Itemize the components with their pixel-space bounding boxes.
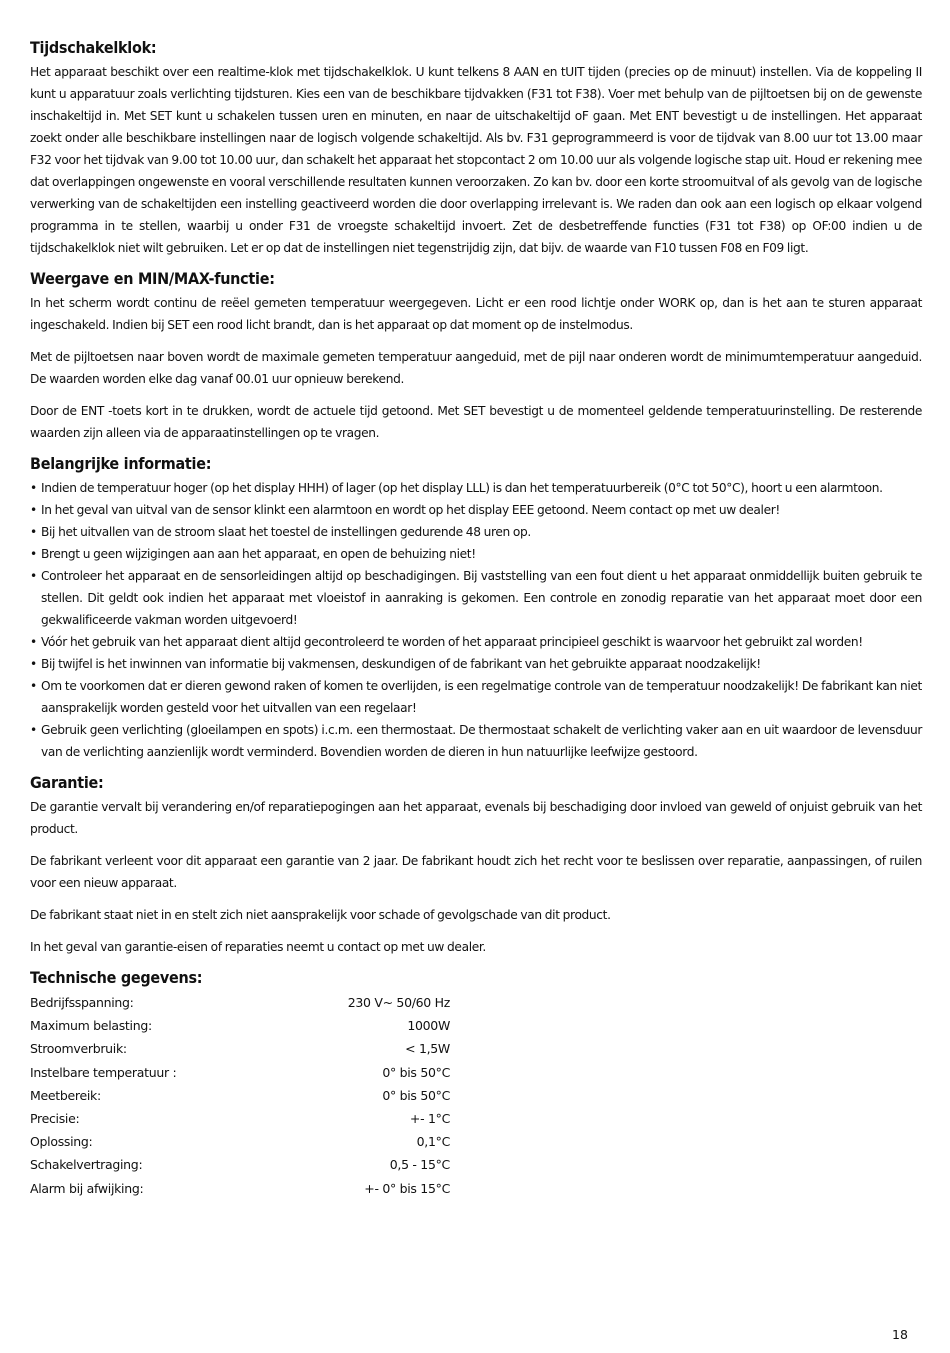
section-tijdschakelklok	[30, 38, 922, 259]
section-garantie	[30, 773, 922, 958]
bullet-icon: •	[30, 481, 37, 495]
paragraph: In het scherm wordt continu de reëel gemeten temperatuur weergegeven. Licht er een rood lichtje onder WORK op, dan is het aan te sturen apparaat ingeschakeld. Indien bij SET een rood licht brandt, dan is het apparaat op dat moment op de instelmodus.	[30, 296, 922, 332]
section-title: Tijdschakelklok:	[30, 38, 157, 57]
list-item-text: In het geval van uitval van de sensor klinkt een alarmtoon en wordt op het display EEE getoond. Neem contact op met uw dealer!	[41, 503, 780, 517]
spec-label: Meetbereik:	[30, 1087, 101, 1103]
spec-label: Precisie:	[30, 1111, 80, 1127]
spec-value: 0,1°C	[416, 1134, 450, 1150]
info-list	[30, 477, 922, 763]
bullet-icon: •	[30, 635, 37, 649]
paragraph: De fabrikant verleent voor dit apparaat een garantie van 2 jaar. De fabrikant houdt zich het recht voor te beslissen over reparatie, aanpassingen, of ruilen voor een nieuw apparaat.	[30, 854, 922, 890]
bullet-icon: •	[30, 525, 37, 539]
spec-label: Bedrijfsspanning:	[30, 995, 134, 1011]
section-title: Belangrijke informatie:	[30, 454, 212, 473]
section-weergave	[30, 269, 922, 444]
table-row	[30, 1014, 450, 1037]
table-row	[30, 1177, 450, 1200]
section-title: Garantie:	[30, 773, 104, 792]
table-row	[30, 991, 450, 1014]
spec-value: 230 V~ 50/60 Hz	[347, 995, 450, 1011]
bullet-icon: •	[30, 503, 37, 517]
spec-label: Schakelvertraging:	[30, 1157, 143, 1173]
section-title: Technische gegevens:	[30, 968, 203, 987]
manual-page	[30, 38, 922, 1200]
table-row	[30, 1037, 450, 1060]
table-row	[30, 1107, 450, 1130]
spec-value: +- 1°C	[409, 1111, 450, 1127]
section-title: Weergave en MIN/MAX-functie:	[30, 269, 275, 288]
list-item-text: Vóór het gebruik van het apparaat dient altijd gecontroleerd te worden of het apparaat principieel geschikt is waarvoor het gebruikt zal worden!	[41, 635, 863, 649]
list-item-text: Controleer het apparaat en de sensorleidingen altijd op beschadigingen. Bij vaststelling van een fout dient u het apparaat onmiddellijk buiten gebruik te stellen. Dit geldt ook indien het apparaat met vloeistof in aanraking is gekomen. Een controle en zonodig reparatie van het apparaat moet door een gekwalificeerde vakman worden uitgevoerd!	[41, 569, 922, 627]
spec-label: Alarm bij afwijking:	[30, 1180, 144, 1196]
table-row	[30, 1153, 450, 1176]
spec-value: +- 0° bis 15°C	[364, 1180, 450, 1196]
list-item	[30, 631, 922, 653]
table-row	[30, 1061, 450, 1084]
paragraph: In het geval van garantie-eisen of reparaties neemt u contact op met uw dealer.	[30, 940, 486, 954]
spec-value: 0° bis 50°C	[382, 1064, 450, 1080]
paragraph: Het apparaat beschikt over een realtime-klok met tijdschakelklok. U kunt telkens 8 AAN en tUIT tijden (precies op de minuut) instellen. Via de koppeling II kunt u apparatuur zoals verlichting tijdsturen. Kies een van de beschikbare tijdvakken (F31 tot F38). Voer met behulp van de pijltoetsen bij on de gewenste inschakeltijd in. Met SET kunt u schakelen tussen uren en minuten, en naar de uitschakeltijd oF gaan. Met ENT bevestigt u de instellingen. Het apparaat zoekt onder alle beschikbare instellingen naar de logisch volgende schakeltijd. Als bv. F31 geprogrammeerd is voor de tijdvak van 8.00 uur tot 13.00 maar F32 voor het tijdvak van 9.00 tot 10.00 uur, dan schakelt het apparaat het stopcontact 2 om 10.00 uur als volgende logische stap uit. Houd er rekening mee dat overlappingen ongewenste en vooral verschillende resultaten kunnen veroorzaken. Zo kan bv. door een korte stroomuitval of als gevolg van de logische verwerking van de schakeltijden een instelling geactiveerd worden die door overlapping irrelevant is. We raden dan ook aan een logisch op elkaar volgend programma in te stellen, waarbij u onder F31 de vroegste schakeltijd invoert. Zet de desbetreffende functies (F31 tot F38) op OF:00 indien u de tijdschakelklok niet wilt gebruiken. Let er op dat de instellingen niet tegenstrijdig zijn, dat bijv. de waarde van F10 tussen F08 en F09 ligt.	[30, 65, 922, 255]
spec-value: 1000W	[407, 1018, 450, 1034]
list-item	[30, 719, 922, 763]
bullet-icon: •	[30, 679, 37, 693]
list-item	[30, 675, 922, 719]
list-item-text: Bij twijfel is het inwinnen van informatie bij vakmensen, deskundigen of de fabrikant van het gebruikte apparaat noodzakelijk!	[41, 657, 761, 671]
list-item	[30, 543, 922, 565]
list-item	[30, 477, 922, 499]
paragraph: De fabrikant staat niet in en stelt zich niet aansprakelijk voor schade of gevolgschade van dit product.	[30, 908, 611, 922]
table-row	[30, 1130, 450, 1153]
spec-value: < 1,5W	[405, 1041, 450, 1057]
list-item-text: Indien de temperatuur hoger (op het display HHH) of lager (op het display LLL) is dan het temperatuurbereik (0°C tot 50°C), hoort u een alarmtoon.	[41, 481, 883, 495]
bullet-icon: •	[30, 547, 37, 561]
list-item	[30, 653, 922, 675]
list-item	[30, 565, 922, 631]
spec-value: 0,5 - 15°C	[389, 1157, 450, 1173]
paragraph: De garantie vervalt bij verandering en/of reparatiepogingen aan het apparaat, evenals bij beschadiging door invloed van geweld of onjuist gebruik van het product.	[30, 800, 922, 836]
spec-value: 0° bis 50°C	[382, 1087, 450, 1103]
section-technische-gegevens	[30, 968, 922, 1200]
list-item-text: Om te voorkomen dat er dieren gewond raken of komen te overlijden, is een regelmatige controle van de temperatuur noodzakelijk! De fabrikant kan niet aansprakelijk worden gesteld voor het uitvallen van een regelaar!	[41, 679, 922, 715]
spec-label: Oplossing:	[30, 1134, 93, 1150]
page-number: 18	[892, 1327, 908, 1342]
specs-table	[30, 991, 450, 1200]
bullet-icon: •	[30, 723, 37, 737]
bullet-icon: •	[30, 569, 37, 583]
paragraph: Door de ENT -toets kort in te drukken, wordt de actuele tijd getoond. Met SET bevestigt u de momenteel geldende temperatuurinstelling. De resterende waarden zijn alleen via de apparaatinstellingen op te vragen.	[30, 404, 922, 440]
list-item-text: Bij het uitvallen van de stroom slaat het toestel de instellingen gedurende 48 uren op.	[41, 525, 531, 539]
list-item-text: Brengt u geen wijzigingen aan aan het apparaat, en open de behuizing niet!	[41, 547, 476, 561]
section-belangrijke-informatie	[30, 454, 922, 763]
spec-label: Maximum belasting:	[30, 1018, 152, 1034]
spec-label: Instelbare temperatuur :	[30, 1064, 177, 1080]
list-item	[30, 521, 922, 543]
spec-label: Stroomverbruik:	[30, 1041, 127, 1057]
paragraph: Met de pijltoetsen naar boven wordt de maximale gemeten temperatuur aangeduid, met de pijl naar onderen wordt de minimumtemperatuur aangeduid. De waarden worden elke dag vanaf 00.01 uur opnieuw berekend.	[30, 350, 922, 386]
list-item-text: Gebruik geen verlichting (gloeilampen en spots) i.c.m. een thermostaat. De thermostaat schakelt de verlichting vaker aan en uit waardoor de levensduur van de verlichting aanzienlijk wordt verminderd. Bovendien worden de dieren in hun natuurlijke leefwijze gestoord.	[41, 723, 922, 759]
bullet-icon: •	[30, 657, 37, 671]
list-item	[30, 499, 922, 521]
table-row	[30, 1084, 450, 1107]
